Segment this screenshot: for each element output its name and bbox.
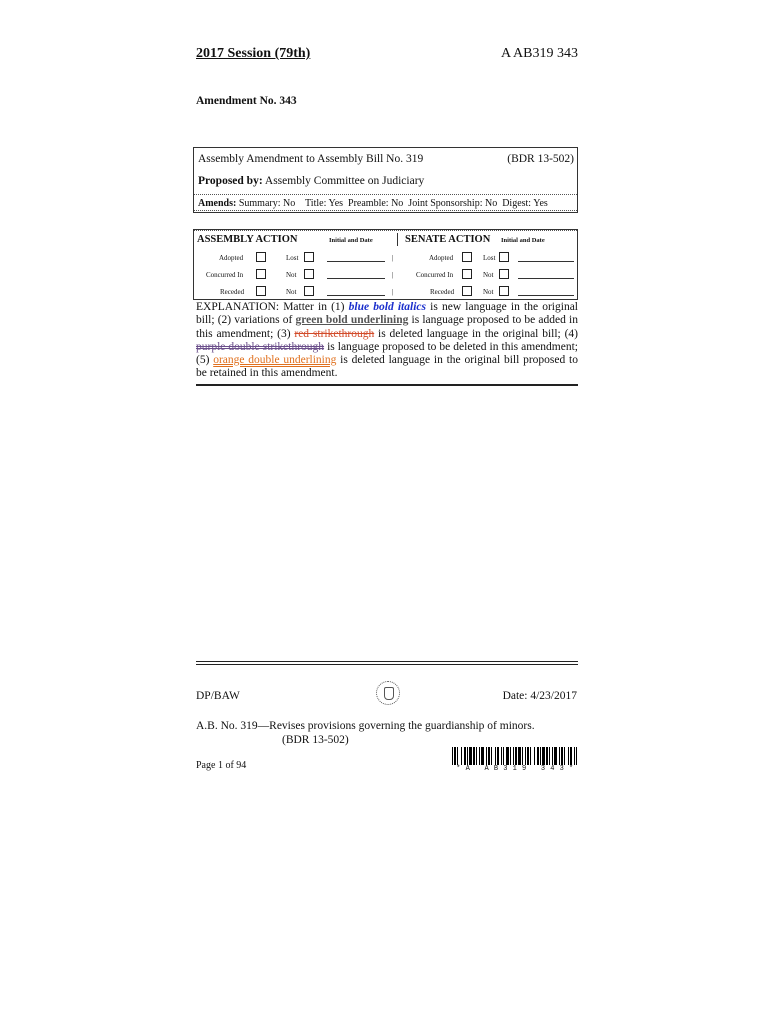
proposed-by-label: Proposed by: xyxy=(198,175,263,187)
assembly-lost-label: Lost xyxy=(286,254,299,262)
explanation-paragraph xyxy=(196,301,578,381)
assembly-initial-date-label: Initial and Date xyxy=(329,237,373,244)
explanation-rule xyxy=(196,384,578,386)
senate-initial-date-label: Initial and Date xyxy=(501,237,545,244)
initial-date-line[interactable] xyxy=(327,261,385,262)
assembly-adopted-label: Adopted xyxy=(219,254,244,262)
assembly-receded-checkbox[interactable] xyxy=(256,286,266,296)
amends-row xyxy=(198,198,548,209)
drafter-initials: DP/BAW xyxy=(196,690,240,702)
senate-lost-label: Lost xyxy=(483,254,496,262)
dotted-divider xyxy=(194,230,577,231)
proposed-by-value: Assembly Committee on Judiciary xyxy=(264,175,425,187)
assembly-receded-label: Receded xyxy=(220,288,245,296)
senate-adopted-checkbox[interactable] xyxy=(462,252,472,262)
assembly-not-checkbox[interactable] xyxy=(304,286,314,296)
explanation-orange: orange double underlining xyxy=(213,354,337,367)
initial-date-line[interactable] xyxy=(518,261,574,262)
column-separator xyxy=(397,233,398,246)
initial-date-line[interactable] xyxy=(518,295,574,296)
senate-not-label: Not xyxy=(483,271,494,279)
senate-concurred-label: Concurred In xyxy=(416,271,454,279)
bill-id: A AB319 343 xyxy=(500,46,578,61)
explanation-text: is language proposed to be added in this amendment; (3) xyxy=(196,314,578,340)
initial-date-line[interactable] xyxy=(518,278,574,279)
senate-concurred-checkbox[interactable] xyxy=(462,269,472,279)
barcode-text: * A A B 3 1 9 3 4 3 * xyxy=(456,765,574,773)
assembly-adopted-checkbox[interactable] xyxy=(256,252,266,262)
senate-not-checkbox[interactable] xyxy=(499,286,509,296)
senate-lost-checkbox[interactable] xyxy=(499,252,509,262)
separator: | xyxy=(392,271,394,279)
explanation-blue: blue bold italics xyxy=(348,301,426,313)
assembly-not-label: Not xyxy=(286,271,297,279)
assembly-not-checkbox[interactable] xyxy=(304,269,314,279)
barcode-icon xyxy=(452,747,578,765)
explanation-text: is deleted language in the original bill proposed to be retained in this amendment. xyxy=(196,354,578,380)
separator: | xyxy=(392,288,394,296)
amends-label: Amends: xyxy=(198,198,237,209)
senate-not-label: Not xyxy=(483,288,494,296)
amendment-date: Date: 4/23/2017 xyxy=(502,690,577,702)
explanation-text: is new language in the original bill; (2) variations of xyxy=(196,301,578,327)
page-number: Page 1 of 94 xyxy=(196,760,247,771)
senate-not-checkbox[interactable] xyxy=(499,269,509,279)
footer-rule-bottom xyxy=(196,664,578,665)
dotted-divider-bottom xyxy=(194,210,577,211)
initial-date-line[interactable] xyxy=(327,295,385,296)
initial-date-line[interactable] xyxy=(327,278,385,279)
senate-receded-checkbox[interactable] xyxy=(462,286,472,296)
bill-bdr: (BDR 13-502) xyxy=(282,734,349,746)
explanation-red: red strikethrough xyxy=(294,327,375,340)
assembly-action-header: ASSEMBLY ACTION xyxy=(197,234,298,245)
amendment-number: Amendment No. 343 xyxy=(196,95,297,107)
senate-receded-label: Receded xyxy=(430,288,455,296)
senate-action-header: SENATE ACTION xyxy=(405,234,491,245)
explanation-text: is deleted language in the original bill; (4) xyxy=(374,327,578,340)
proposed-by xyxy=(198,175,424,187)
assembly-concurred-label: Concurred In xyxy=(206,271,244,279)
session-title: 2017 Session (79th) xyxy=(196,46,311,61)
assembly-concurred-checkbox[interactable] xyxy=(256,269,266,279)
assembly-not-label: Not xyxy=(286,288,297,296)
explanation-text: is language proposed to be deleted in this amendment; (5) xyxy=(196,340,578,367)
amends-detail: Summary: No Title: Yes Preamble: No Joint Sponsorship: No Digest: Yes xyxy=(238,198,548,209)
amendment-summary-box xyxy=(193,147,578,213)
bdr-number: (BDR 13-502) xyxy=(507,153,574,165)
explanation-text: EXPLANATION: Matter in (1) xyxy=(196,301,349,313)
footer-rule-top xyxy=(196,661,578,662)
separator: | xyxy=(392,254,394,262)
state-seal-icon xyxy=(376,681,400,705)
explanation-purple: purple double strikethrough xyxy=(196,340,325,353)
senate-adopted-label: Adopted xyxy=(429,254,454,262)
bill-description: A.B. No. 319—Revises provisions governing the guardianship of minors. xyxy=(196,720,535,732)
assembly-lost-checkbox[interactable] xyxy=(304,252,314,262)
action-box xyxy=(193,229,578,300)
dotted-divider xyxy=(194,194,577,195)
explanation-green: green bold underlining xyxy=(295,314,409,327)
amendment-title: Assembly Amendment to Assembly Bill No. 319 xyxy=(198,153,424,165)
